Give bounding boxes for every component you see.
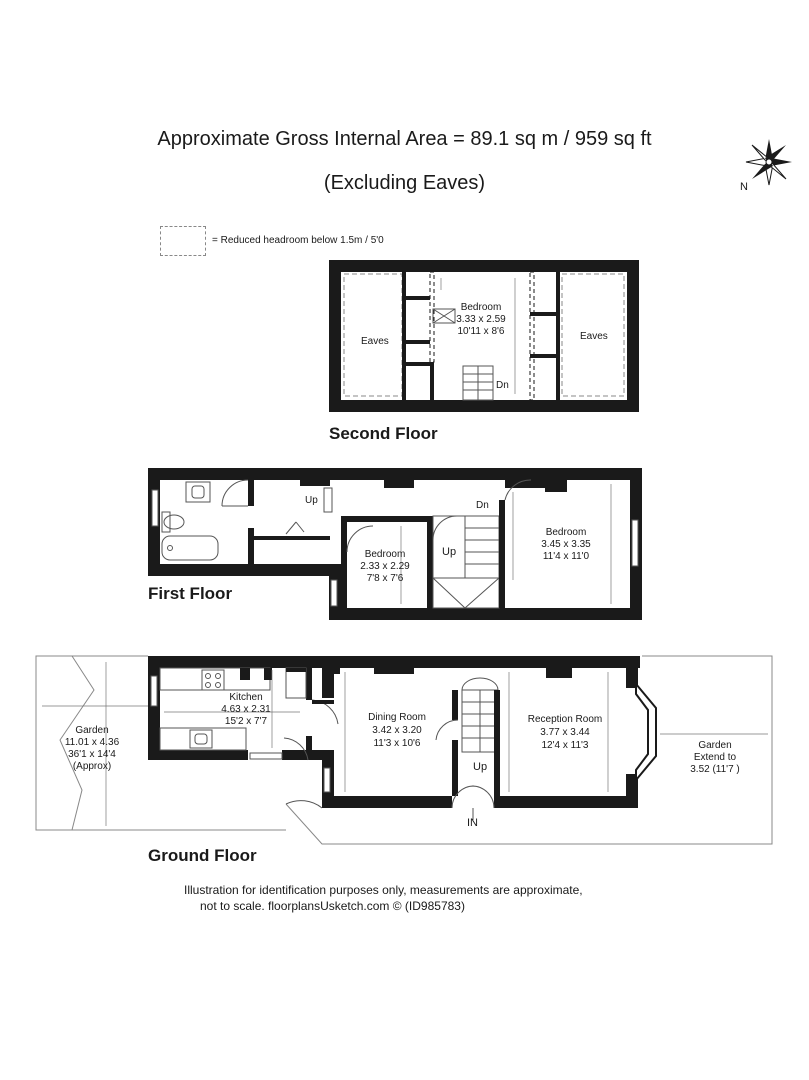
rear-garden-name: Garden [75, 725, 109, 736]
kitchen-name: Kitchen [229, 692, 263, 703]
first-stair-up-label: Up [442, 546, 457, 558]
eaves-right-label: Eaves [580, 331, 608, 342]
dining-room-name: Dining Room [368, 712, 426, 723]
reception-room-name: Reception Room [527, 714, 603, 725]
reception-room-imperial: 12'4 x 11'3 [541, 740, 589, 751]
first-small-bedroom-imperial: 7'8 x 7'6 [366, 573, 404, 584]
rear-garden-imperial: 36'1 x 14'4 [68, 749, 116, 760]
second-floor-label: Second Floor [329, 424, 438, 443]
front-garden-name: Garden [698, 740, 732, 751]
rear-garden-metric: 11.01 x 4.36 [64, 737, 120, 748]
area-title: Approximate Gross Internal Area = 89.1 sq m / 959 sq ft [157, 128, 652, 150]
first-large-bedroom-name: Bedroom [545, 527, 587, 538]
eaves-left-label: Eaves [361, 336, 389, 347]
compass-icon [746, 139, 792, 185]
first-dn-label: Dn [476, 500, 489, 511]
eaves-note: (Excluding Eaves) [323, 172, 486, 194]
dining-room-metric: 3.42 x 3.20 [372, 725, 422, 736]
kitchen-metric: 4.63 x 2.31 [221, 704, 271, 715]
rear-garden-note: (Approx) [72, 761, 112, 772]
legend-text: = Reduced headroom below 1.5m / 5'0 [212, 235, 384, 246]
ground-floor-plan [36, 656, 772, 844]
footer-disclaimer: Illustration for identification purposes only, measurements are approximate, [184, 883, 583, 897]
first-large-bedroom-imperial: 11'4 x 11'0 [542, 551, 590, 562]
ground-stair-up-label: Up [473, 761, 488, 773]
front-garden-line2: Extend to [693, 752, 737, 763]
footer-copyright: not to scale. floorplansUsketch.com © (ID985783) [200, 899, 465, 913]
second-bedroom-metric: 3.33 x 2.59 [456, 314, 506, 325]
ground-floor-label: Ground Floor [148, 846, 257, 865]
dining-room-imperial: 11'3 x 10'6 [373, 738, 421, 749]
first-small-bedroom-name: Bedroom [364, 549, 406, 560]
second-bedroom-imperial: 10'11 x 8'6 [457, 326, 505, 337]
first-landing-up-label: Up [305, 495, 318, 506]
first-small-bedroom-metric: 2.33 x 2.29 [360, 561, 410, 572]
first-large-bedroom-metric: 3.45 x 3.35 [541, 539, 591, 550]
second-stair-dn-label: Dn [496, 380, 509, 391]
front-garden-line3: 3.52 (11'7 ) [690, 764, 740, 775]
second-bedroom-name: Bedroom [460, 302, 502, 313]
first-floor-label: First Floor [148, 584, 233, 603]
compass-label: N [740, 181, 748, 193]
reception-room-metric: 3.77 x 3.44 [540, 727, 590, 738]
kitchen-imperial: 15'2 x 7'7 [224, 716, 268, 727]
entry-in-label: IN [467, 817, 478, 829]
